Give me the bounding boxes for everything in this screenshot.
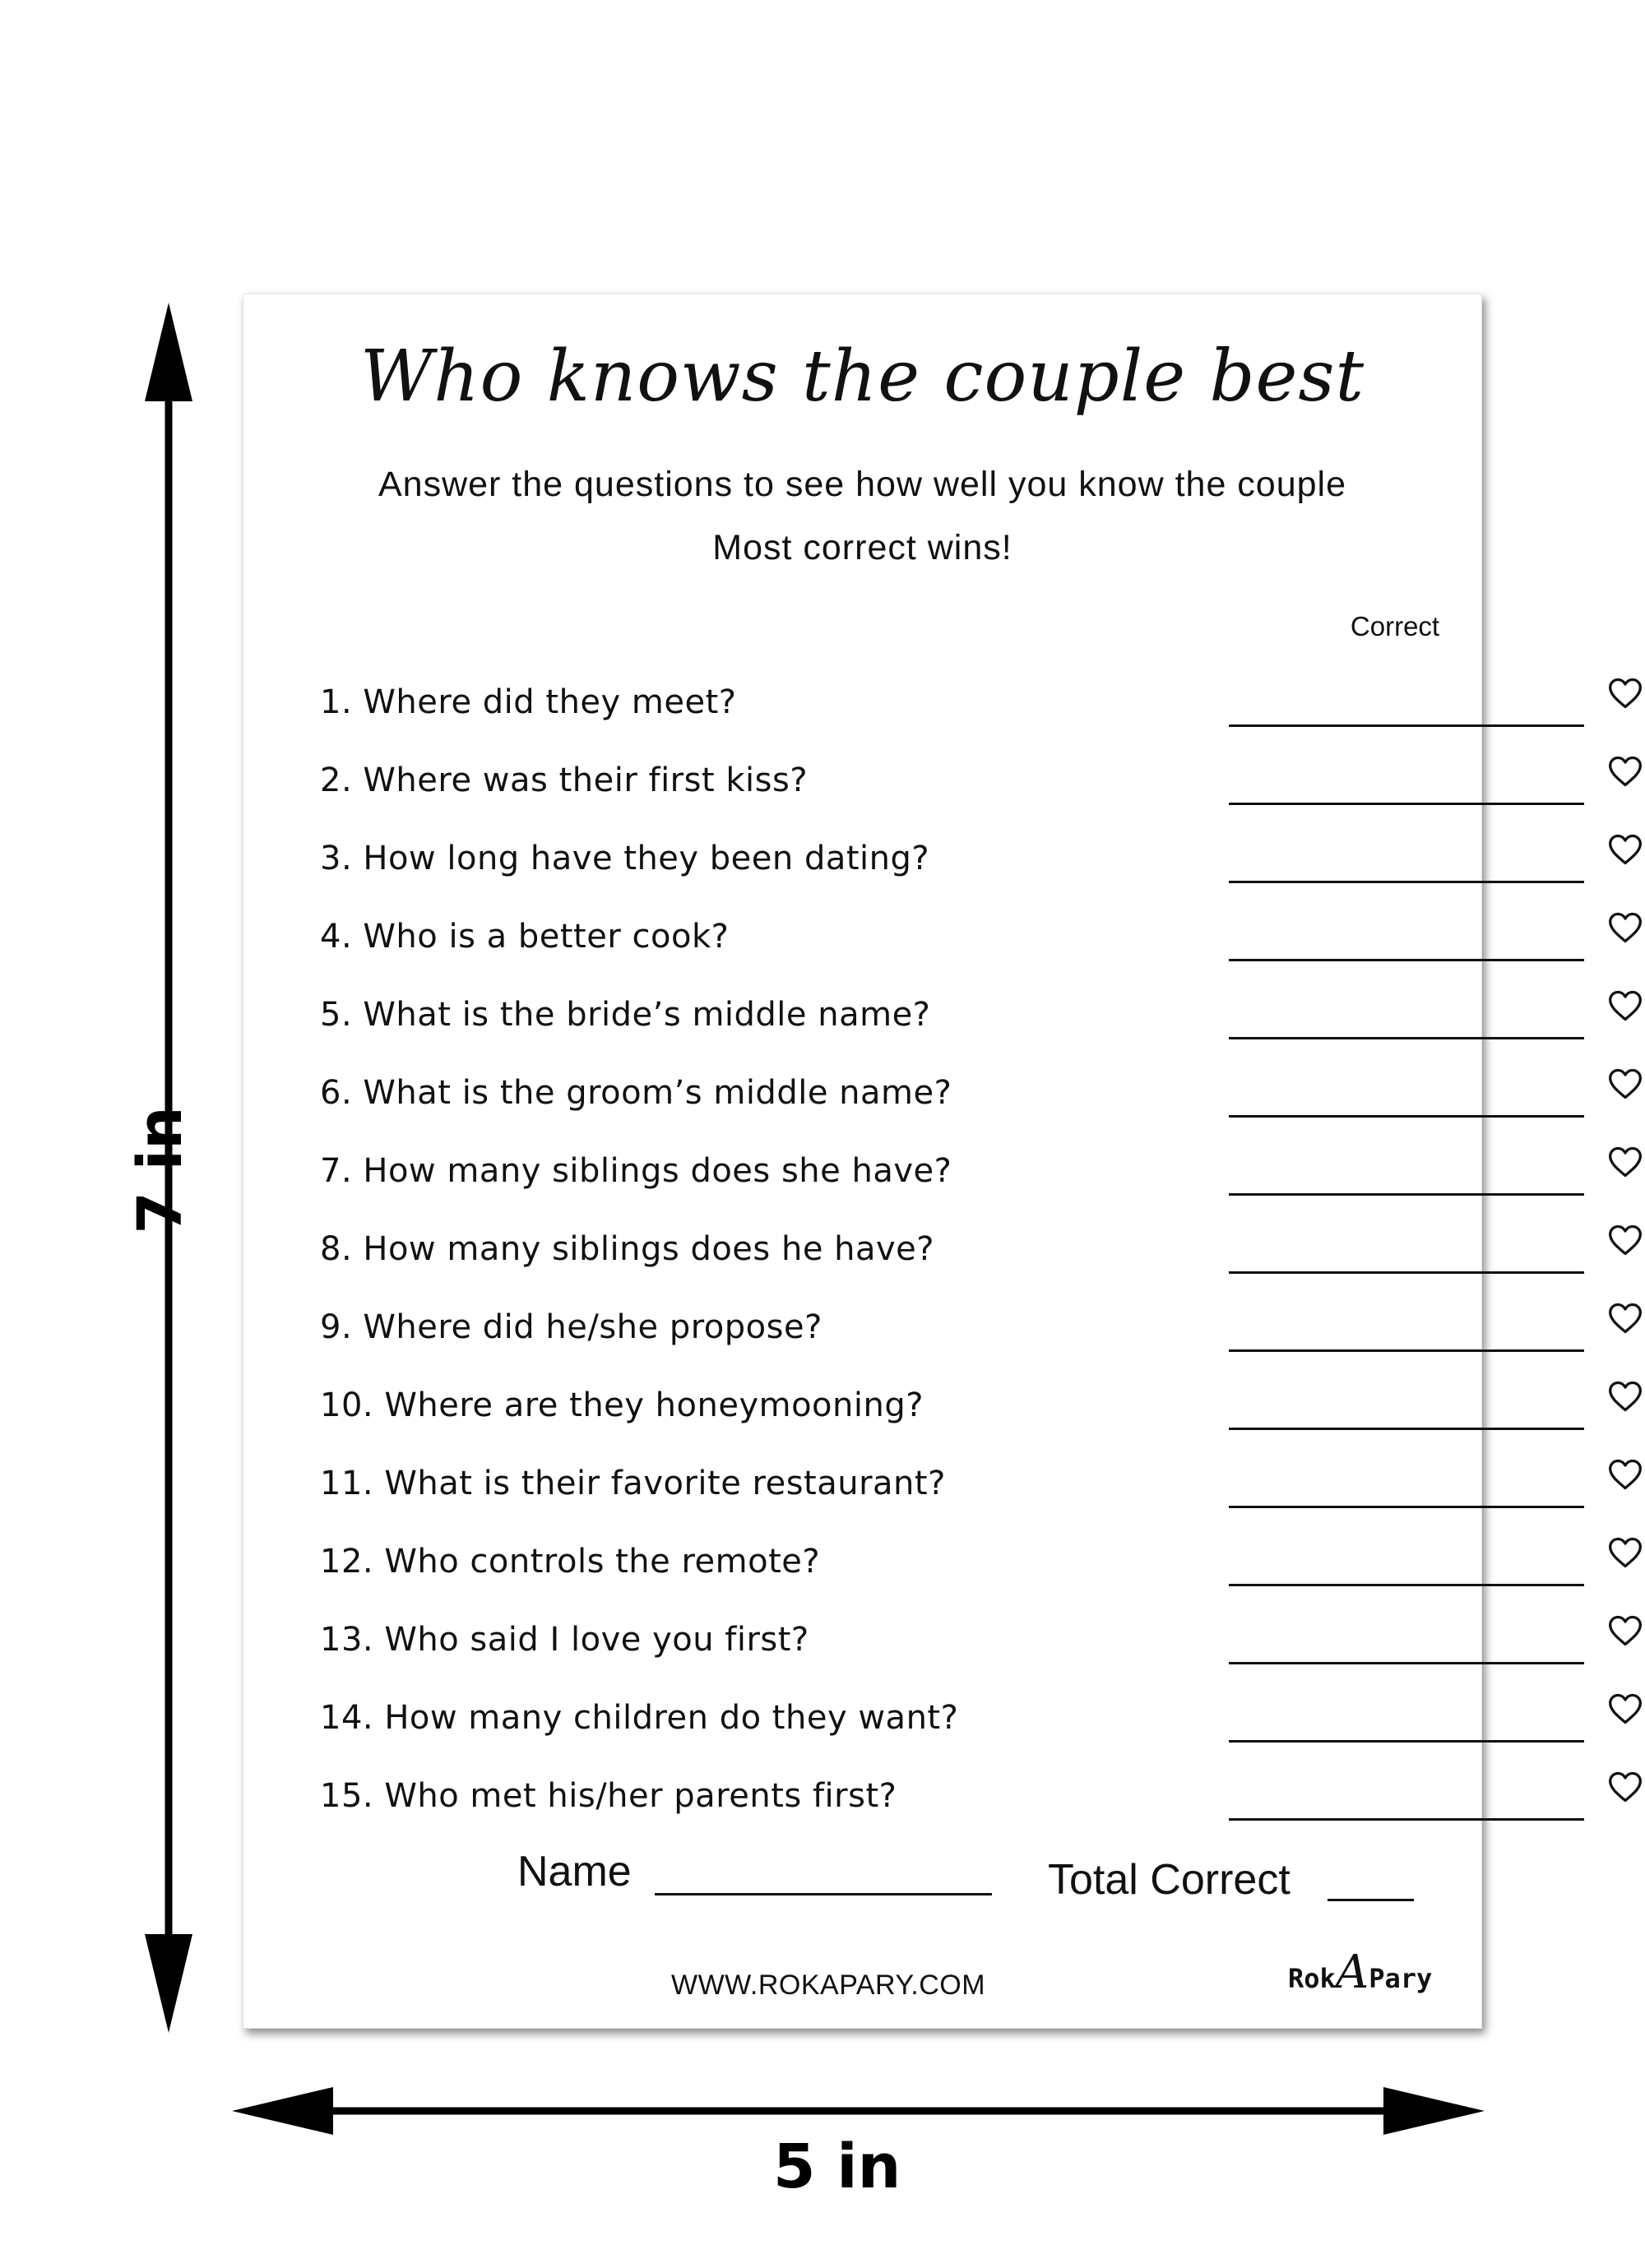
name-label: Name: [517, 1848, 632, 1895]
heart-outline-icon[interactable]: [1607, 1691, 1643, 1727]
answer-line[interactable]: [1229, 1037, 1584, 1039]
question-row: [320, 1059, 1463, 1137]
answer-line[interactable]: [1229, 1193, 1584, 1196]
winning-rule-text: Most correct wins!: [712, 528, 1012, 567]
question-text: 5. What is the bride’s middle name?: [320, 996, 931, 1034]
question-row: [320, 1606, 1463, 1684]
answer-line[interactable]: [1229, 1349, 1584, 1352]
answer-line[interactable]: [1229, 1115, 1584, 1118]
answer-line[interactable]: [1229, 1662, 1584, 1664]
answer-line[interactable]: [1229, 959, 1584, 961]
question-text: 4. Who is a better cook?: [320, 918, 730, 956]
heart-outline-icon[interactable]: [1607, 675, 1643, 711]
question-text: 11. What is their favorite restaurant?: [320, 1465, 946, 1502]
height-dimension-label: 7 in: [125, 1106, 196, 1234]
heart-outline-icon[interactable]: [1607, 1769, 1643, 1805]
game-card: [243, 294, 1482, 2029]
question-row: [320, 903, 1463, 981]
heart-outline-icon[interactable]: [1607, 1144, 1643, 1180]
answer-line[interactable]: [1229, 803, 1584, 805]
logo-part-pary: Pary: [1369, 1963, 1433, 1994]
answer-line[interactable]: [1229, 1271, 1584, 1274]
total-correct-answer-line[interactable]: [1328, 1899, 1414, 1901]
question-text: 3. How long have they been dating?: [320, 840, 930, 877]
question-row: [320, 747, 1463, 825]
question-row: [320, 669, 1463, 747]
answer-line[interactable]: [1229, 1584, 1584, 1586]
heart-outline-icon[interactable]: [1607, 1300, 1643, 1336]
question-text: 12. Who controls the remote?: [320, 1543, 821, 1581]
question-row: [320, 1137, 1463, 1215]
name-answer-line[interactable]: [655, 1893, 992, 1895]
question-text: 7. How many siblings does she have?: [320, 1152, 952, 1190]
answer-line[interactable]: [1229, 724, 1584, 727]
question-text: 15. Who met his/her parents first?: [320, 1777, 897, 1815]
question-text: 13. Who said I love you first?: [320, 1621, 809, 1659]
heart-outline-icon[interactable]: [1607, 988, 1643, 1024]
question-text: 14. How many children do they want?: [320, 1699, 959, 1737]
question-row: [320, 1215, 1463, 1294]
question-text: 10. Where are they honeymooning?: [320, 1386, 924, 1424]
heart-outline-icon[interactable]: [1607, 1534, 1643, 1571]
question-list: [320, 669, 1463, 1840]
answer-line[interactable]: [1229, 1428, 1584, 1430]
question-row: [320, 1450, 1463, 1528]
question-row: [320, 1762, 1463, 1840]
question-text: 6. What is the groom’s middle name?: [320, 1074, 952, 1112]
question-row: [320, 1294, 1463, 1372]
answer-line[interactable]: [1229, 881, 1584, 883]
question-text: 2. Where was their first kiss?: [320, 761, 809, 799]
heart-outline-icon[interactable]: [1607, 1456, 1643, 1493]
answer-line[interactable]: [1229, 1506, 1584, 1508]
heart-outline-icon[interactable]: [1607, 1378, 1643, 1414]
total-correct-label: Total Correct: [1048, 1856, 1291, 1904]
card-title: Who knows the couple best: [359, 336, 1365, 418]
website-url: WWW.ROKAPARY.COM: [671, 1969, 986, 2001]
question-text: 1. Where did they meet?: [320, 683, 737, 721]
instructions-text: Answer the questions to see how well you know the couple: [378, 465, 1347, 504]
answer-line[interactable]: [1229, 1818, 1584, 1821]
question-row: [320, 1528, 1463, 1606]
heart-outline-icon[interactable]: [1607, 753, 1643, 789]
correct-column-header: Correct: [1350, 611, 1440, 641]
width-dimension-label: 5 in: [773, 2131, 901, 2202]
question-text: 8. How many siblings does he have?: [320, 1230, 935, 1268]
heart-outline-icon[interactable]: [1607, 910, 1643, 946]
answer-line[interactable]: [1229, 1740, 1584, 1743]
heart-outline-icon[interactable]: [1607, 1222, 1643, 1258]
heart-outline-icon[interactable]: [1607, 1066, 1643, 1102]
heart-outline-icon[interactable]: [1607, 1613, 1643, 1649]
question-row: [320, 981, 1463, 1059]
width-arrow-icon: [232, 2087, 1485, 2135]
heart-outline-icon[interactable]: [1607, 831, 1643, 868]
question-row: [320, 1684, 1463, 1762]
question-row: [320, 825, 1463, 903]
brand-logo: [1288, 1946, 1432, 1999]
question-row: [320, 1372, 1463, 1450]
logo-part-a: A: [1335, 1946, 1369, 1999]
question-text: 9. Where did he/she propose?: [320, 1308, 822, 1346]
logo-part-rok: Rok: [1288, 1963, 1336, 1994]
